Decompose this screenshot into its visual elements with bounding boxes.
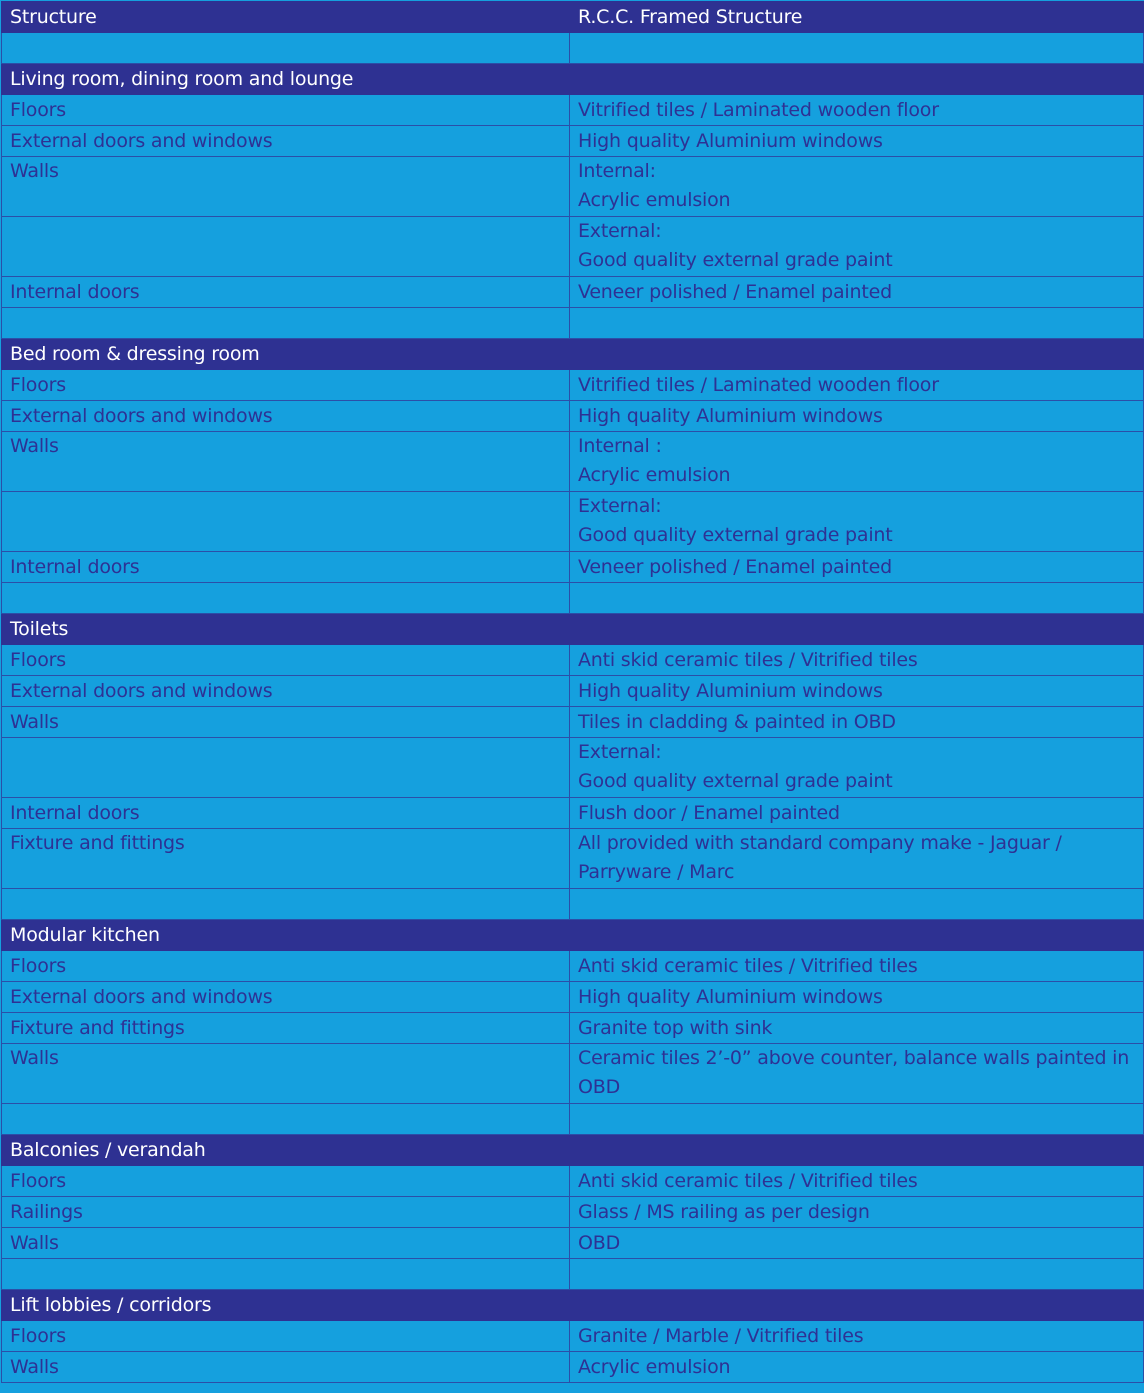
spec-label: Walls bbox=[2, 157, 570, 217]
spec-label: Fixture and fittings bbox=[2, 1013, 570, 1044]
spec-value-line: Veneer polished / Enamel painted bbox=[578, 281, 892, 303]
spec-value-line: High quality Aluminium windows bbox=[578, 405, 883, 427]
spec-value bbox=[570, 951, 1144, 982]
spec-value-line: Good quality external grade paint bbox=[578, 770, 893, 792]
spec-label: Walls bbox=[2, 432, 570, 492]
spec-value bbox=[570, 1228, 1144, 1259]
spec-label: Walls bbox=[2, 1044, 570, 1104]
spec-value bbox=[570, 645, 1144, 676]
spec-value-line: Vitrified tiles / Laminated wooden floor bbox=[578, 374, 939, 396]
spec-row bbox=[2, 1044, 1144, 1104]
spec-row bbox=[2, 157, 1144, 217]
spec-row bbox=[2, 1321, 1144, 1352]
section-title: Bed room & dressing room bbox=[2, 339, 1144, 370]
spec-label: External doors and windows bbox=[2, 126, 570, 157]
spec-label bbox=[2, 738, 570, 798]
spacer-cell bbox=[570, 1104, 1144, 1135]
spec-value-line: Anti skid ceramic tiles / Vitrified tiles bbox=[578, 649, 918, 671]
spec-row bbox=[2, 1352, 1144, 1383]
spec-value-line: High quality Aluminium windows bbox=[578, 986, 883, 1008]
section-title: Modular kitchen bbox=[2, 920, 1144, 951]
spacer-row bbox=[2, 889, 1144, 920]
spec-value bbox=[570, 1197, 1144, 1228]
spacer-row bbox=[2, 33, 1144, 64]
spec-row bbox=[2, 217, 1144, 277]
spec-value-line: Acrylic emulsion bbox=[578, 1356, 731, 1378]
spec-label: Railings bbox=[2, 1197, 570, 1228]
spec-row bbox=[2, 370, 1144, 401]
spec-value bbox=[570, 982, 1144, 1013]
section-header-row bbox=[2, 64, 1144, 95]
spacer-row bbox=[2, 1259, 1144, 1290]
spec-value-line: Acrylic emulsion bbox=[578, 189, 731, 211]
spec-value bbox=[570, 552, 1144, 583]
spec-value-line: All provided with standard company make - Jaguar / bbox=[578, 832, 1062, 854]
spacer-cell bbox=[2, 889, 570, 920]
spec-label: External doors and windows bbox=[2, 982, 570, 1013]
spec-value-line: OBD bbox=[578, 1076, 621, 1098]
spacer-cell bbox=[2, 308, 570, 339]
spec-label: Floors bbox=[2, 1166, 570, 1197]
spec-value-line: Vitrified tiles / Laminated wooden floor bbox=[578, 99, 939, 121]
spec-label: Floors bbox=[2, 370, 570, 401]
spec-value bbox=[570, 401, 1144, 432]
spec-row bbox=[2, 645, 1144, 676]
spec-row bbox=[2, 401, 1144, 432]
spec-label: External doors and windows bbox=[2, 401, 570, 432]
section-header-row bbox=[2, 1135, 1144, 1166]
spec-value-line: External: bbox=[578, 741, 662, 763]
spec-label: Floors bbox=[2, 1321, 570, 1352]
spec-value bbox=[570, 1352, 1144, 1383]
section-header-row bbox=[2, 614, 1144, 645]
spec-row bbox=[2, 951, 1144, 982]
spec-value-line: Anti skid ceramic tiles / Vitrified tiles bbox=[578, 955, 918, 977]
spacer-cell bbox=[570, 1259, 1144, 1290]
spacer-cell bbox=[2, 1259, 570, 1290]
spec-row bbox=[2, 676, 1144, 707]
section-header-row bbox=[2, 1290, 1144, 1321]
spec-label: Fixture and fittings bbox=[2, 829, 570, 889]
spacer-row bbox=[2, 583, 1144, 614]
spec-value bbox=[570, 217, 1144, 277]
spec-row bbox=[2, 432, 1144, 492]
spacer-cell bbox=[2, 1104, 570, 1135]
spec-value bbox=[570, 738, 1144, 798]
spacer-row bbox=[2, 308, 1144, 339]
spec-value bbox=[570, 707, 1144, 738]
spec-label: Walls bbox=[2, 707, 570, 738]
spacer-cell bbox=[2, 583, 570, 614]
spacer-cell bbox=[2, 33, 570, 64]
spec-value-line: Flush door / Enamel painted bbox=[578, 802, 840, 824]
spec-row bbox=[2, 1228, 1144, 1259]
spacer-cell bbox=[570, 33, 1144, 64]
spec-value-line: Acrylic emulsion bbox=[578, 464, 731, 486]
spec-label: External doors and windows bbox=[2, 676, 570, 707]
spec-row bbox=[2, 126, 1144, 157]
spec-label: Internal doors bbox=[2, 277, 570, 308]
spec-value-line: Granite top with sink bbox=[578, 1017, 773, 1039]
spec-value-line: OBD bbox=[578, 1232, 621, 1254]
spec-value bbox=[570, 95, 1144, 126]
spec-row bbox=[2, 1197, 1144, 1228]
spec-row bbox=[2, 738, 1144, 798]
spec-row bbox=[2, 492, 1144, 552]
spec-value-line: Veneer polished / Enamel painted bbox=[578, 556, 892, 578]
spec-label bbox=[2, 217, 570, 277]
spec-label: Floors bbox=[2, 645, 570, 676]
spec-value bbox=[570, 370, 1144, 401]
header-rcc-framed-structure: R.C.C. Framed Structure bbox=[570, 2, 1144, 33]
spec-value bbox=[570, 1321, 1144, 1352]
spacer-row bbox=[2, 1104, 1144, 1135]
spec-value-line: Internal : bbox=[578, 435, 662, 457]
spec-value-line: Ceramic tiles 2’-0” above counter, balance walls painted in bbox=[578, 1047, 1130, 1069]
spec-value-line: High quality Aluminium windows bbox=[578, 130, 883, 152]
specification-table bbox=[1, 1, 1144, 1383]
section-header-row bbox=[2, 920, 1144, 951]
spec-value-line: Parryware / Marc bbox=[578, 861, 735, 883]
spec-row bbox=[2, 95, 1144, 126]
spec-row bbox=[2, 982, 1144, 1013]
section-title: Living room, dining room and lounge bbox=[2, 64, 1144, 95]
spec-row bbox=[2, 798, 1144, 829]
spec-value-line: Anti skid ceramic tiles / Vitrified tiles bbox=[578, 1170, 918, 1192]
spec-value bbox=[570, 798, 1144, 829]
section-title: Balconies / verandah bbox=[2, 1135, 1144, 1166]
spacer-cell bbox=[570, 583, 1144, 614]
spec-value-line: Good quality external grade paint bbox=[578, 524, 893, 546]
section-title: Lift lobbies / corridors bbox=[2, 1290, 1144, 1321]
spec-value bbox=[570, 157, 1144, 217]
spec-row bbox=[2, 1166, 1144, 1197]
section-header-row bbox=[2, 339, 1144, 370]
spec-value-line: Granite / Marble / Vitrified tiles bbox=[578, 1325, 864, 1347]
spec-value-line: External: bbox=[578, 220, 662, 242]
spec-value bbox=[570, 1013, 1144, 1044]
spec-value bbox=[570, 1044, 1144, 1104]
spec-value-line: High quality Aluminium windows bbox=[578, 680, 883, 702]
spec-row bbox=[2, 552, 1144, 583]
spec-label: Floors bbox=[2, 951, 570, 982]
spec-value bbox=[570, 277, 1144, 308]
spec-value-line: Glass / MS railing as per design bbox=[578, 1201, 870, 1223]
specification-table-body bbox=[2, 2, 1144, 1383]
spacer-cell bbox=[570, 308, 1144, 339]
spec-value bbox=[570, 1166, 1144, 1197]
spec-value-line: Tiles in cladding & painted in OBD bbox=[578, 711, 896, 733]
spec-label bbox=[2, 492, 570, 552]
spec-value-line: External: bbox=[578, 495, 662, 517]
spec-row bbox=[2, 1013, 1144, 1044]
section-title: Toilets bbox=[2, 614, 1144, 645]
spec-value bbox=[570, 432, 1144, 492]
spec-value bbox=[570, 676, 1144, 707]
spacer-cell bbox=[570, 889, 1144, 920]
spec-label: Walls bbox=[2, 1228, 570, 1259]
spec-row bbox=[2, 277, 1144, 308]
spec-value-line: Good quality external grade paint bbox=[578, 249, 893, 271]
spec-label: Floors bbox=[2, 95, 570, 126]
spec-value-line: Internal: bbox=[578, 160, 656, 182]
spec-row bbox=[2, 829, 1144, 889]
spec-label: Internal doors bbox=[2, 552, 570, 583]
spec-label: Internal doors bbox=[2, 798, 570, 829]
table-header-row bbox=[2, 2, 1144, 33]
spec-value bbox=[570, 126, 1144, 157]
spec-label: Walls bbox=[2, 1352, 570, 1383]
header-structure: Structure bbox=[2, 2, 570, 33]
spec-value bbox=[570, 492, 1144, 552]
spec-value bbox=[570, 829, 1144, 889]
spec-row bbox=[2, 707, 1144, 738]
